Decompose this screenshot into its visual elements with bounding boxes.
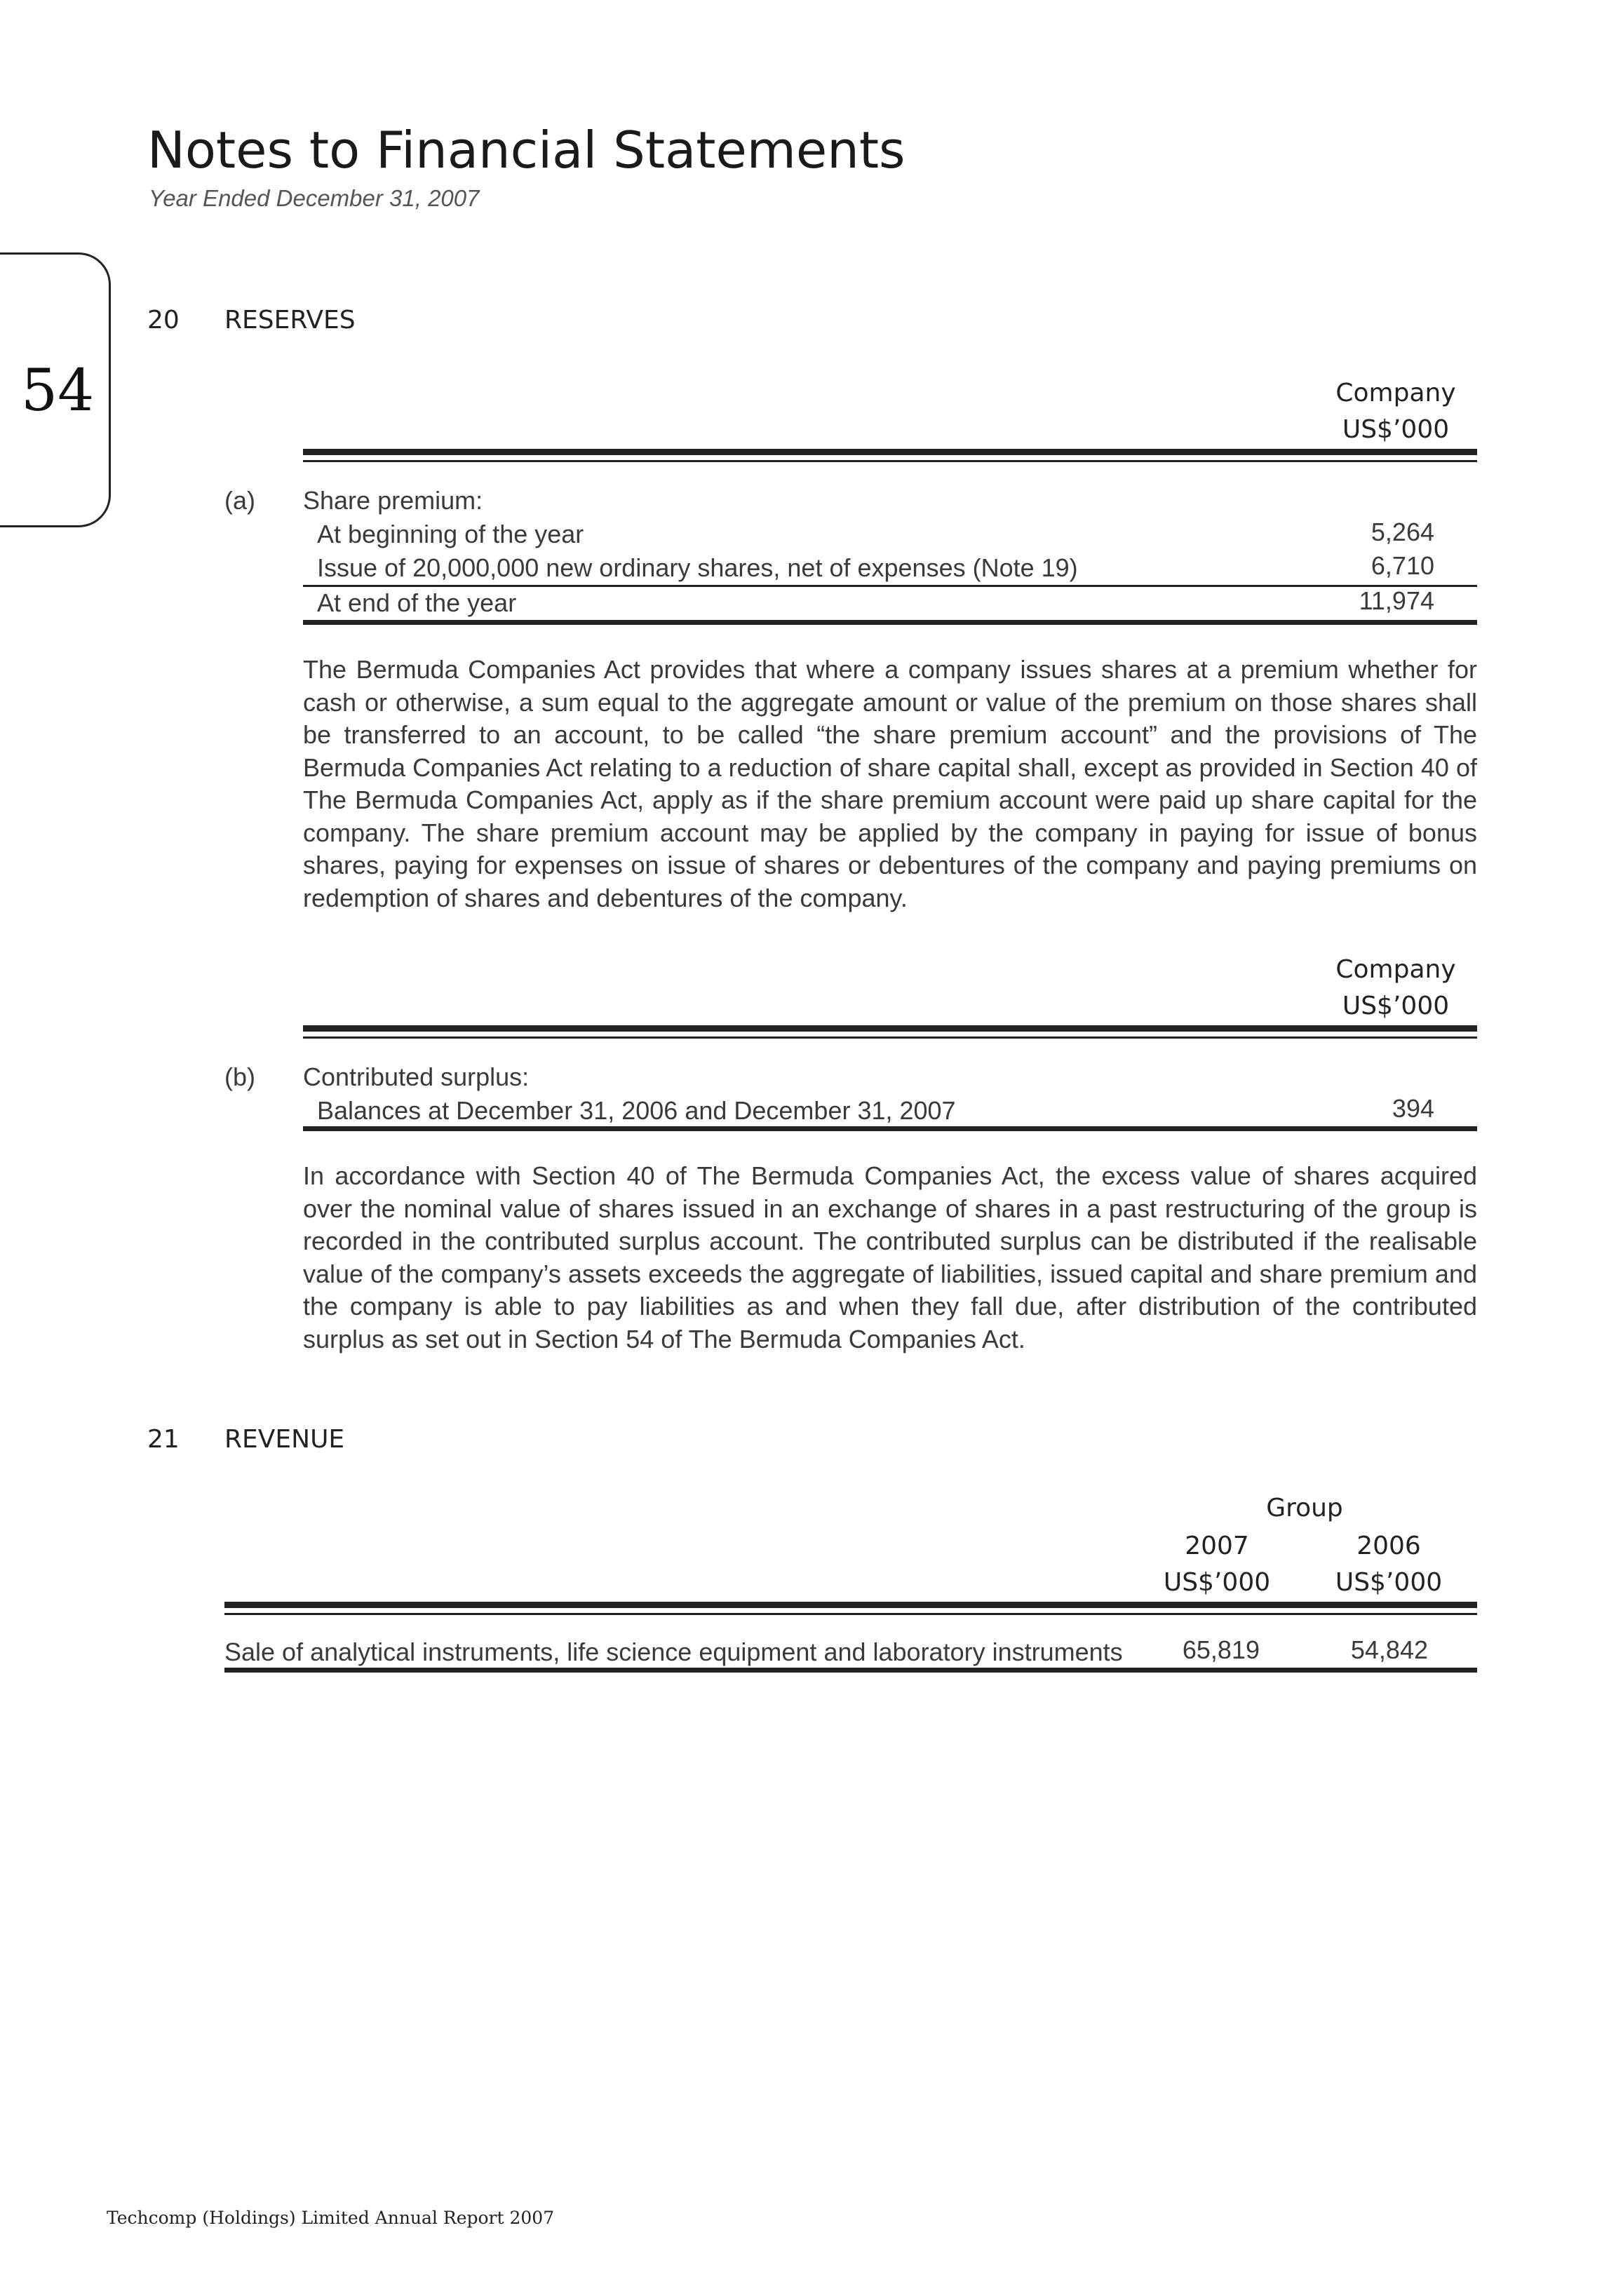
share-premium-paragraph: The Bermuda Companies Act provides that where a company issues shares at a premium whether for cash or otherwise, a sum equal to the aggregate amount or value of the premium on those shares shall be transferred to an account, to be called “the share premium account” and the provisions of The Bermuda Companies Act relating to a reduction of share capital shall, except as provided in Section 40 of The Bermuda Companies Act, apply as if the share premium account were paid up share capital for the company. The share premium account may be applied by the company in paying for issue of bonus shares, paying for expenses on issue of shares or debentures of the company and paying premiums on redemption of shares and debentures of the company.: [303, 655, 1477, 912]
page-title: Notes to Financial Statements: [147, 121, 905, 180]
note-20-number: 20: [147, 306, 180, 335]
year-2006-header: 2006: [1356, 1532, 1421, 1560]
table-b-top-rule: [303, 1025, 1477, 1032]
table-a-col-header: Company: [1335, 379, 1456, 407]
total-rule: [303, 620, 1477, 625]
table-row-value-2007: 65,819: [1182, 1635, 1260, 1664]
section-b-label: (b): [224, 1062, 255, 1091]
revenue-bottom-rule: [224, 1668, 1477, 1673]
note-20-title: RESERVES: [224, 306, 356, 335]
table-row-label: At end of the year: [317, 588, 517, 617]
table-row-label: Balances at December 31, 2006 and December 31, 2007: [317, 1096, 956, 1125]
table-b-top-rule-thin: [303, 1036, 1477, 1039]
total-rule: [303, 1126, 1477, 1131]
table-a-top-rule: [303, 449, 1477, 455]
section-a-label: (a): [224, 486, 255, 515]
contributed-surplus-paragraph: In accordance with Section 40 of The Bermuda Companies Act, the excess value of shares acquired over the nominal value of shares issued in an exchange of shares in a past restructuring of the group is recorded in the contributed surplus account. The contributed surplus can be distributed if the realisable value of the company’s assets exceeds the aggregate of liabilities, issued capital and share premium and the company is able to pay liabilities as and when they fall due, after distribution of the contributed surplus as set out in Section 54 of The Bermuda Companies Act.: [303, 1161, 1477, 1353]
table-b-col-header: Company: [1335, 955, 1456, 984]
group-header: Group: [1266, 1494, 1343, 1522]
unit-2007-header: US$’000: [1163, 1568, 1271, 1597]
revenue-top-rule: [224, 1602, 1477, 1608]
table-row-value: 6,710: [1371, 551, 1434, 580]
page-subtitle: Year Ended December 31, 2007: [149, 185, 480, 211]
page-footer: Techcomp (Holdings) Limited Annual Report 2007: [107, 2208, 555, 2228]
table-b-col-unit: US$’000: [1342, 992, 1450, 1020]
table-row-value: 394: [1392, 1094, 1434, 1123]
table-a-top-rule-thin: [303, 460, 1477, 462]
year-2007-header: 2007: [1185, 1532, 1249, 1560]
table-row-value-2006: 54,842: [1350, 1635, 1428, 1664]
unit-2006-header: US$’000: [1335, 1568, 1443, 1597]
page-number: 54: [21, 358, 95, 424]
table-row-value: 11,974: [1359, 586, 1434, 615]
note-21-number: 21: [147, 1425, 180, 1454]
revenue-top-rule-thin: [224, 1613, 1477, 1615]
table-row-label: Issue of 20,000,000 new ordinary shares, net of expenses (Note 19): [317, 553, 1078, 582]
table-row-value: 5,264: [1371, 518, 1434, 546]
section-b-heading: Contributed surplus:: [303, 1062, 530, 1091]
section-a-heading: Share premium:: [303, 486, 483, 515]
note-21-title: REVENUE: [224, 1425, 345, 1454]
table-row-label: Sale of analytical instruments, life science equipment and laboratory instruments: [224, 1637, 1123, 1666]
table-row-label: At beginning of the year: [317, 520, 584, 548]
table-a-col-unit: US$’000: [1342, 415, 1450, 444]
